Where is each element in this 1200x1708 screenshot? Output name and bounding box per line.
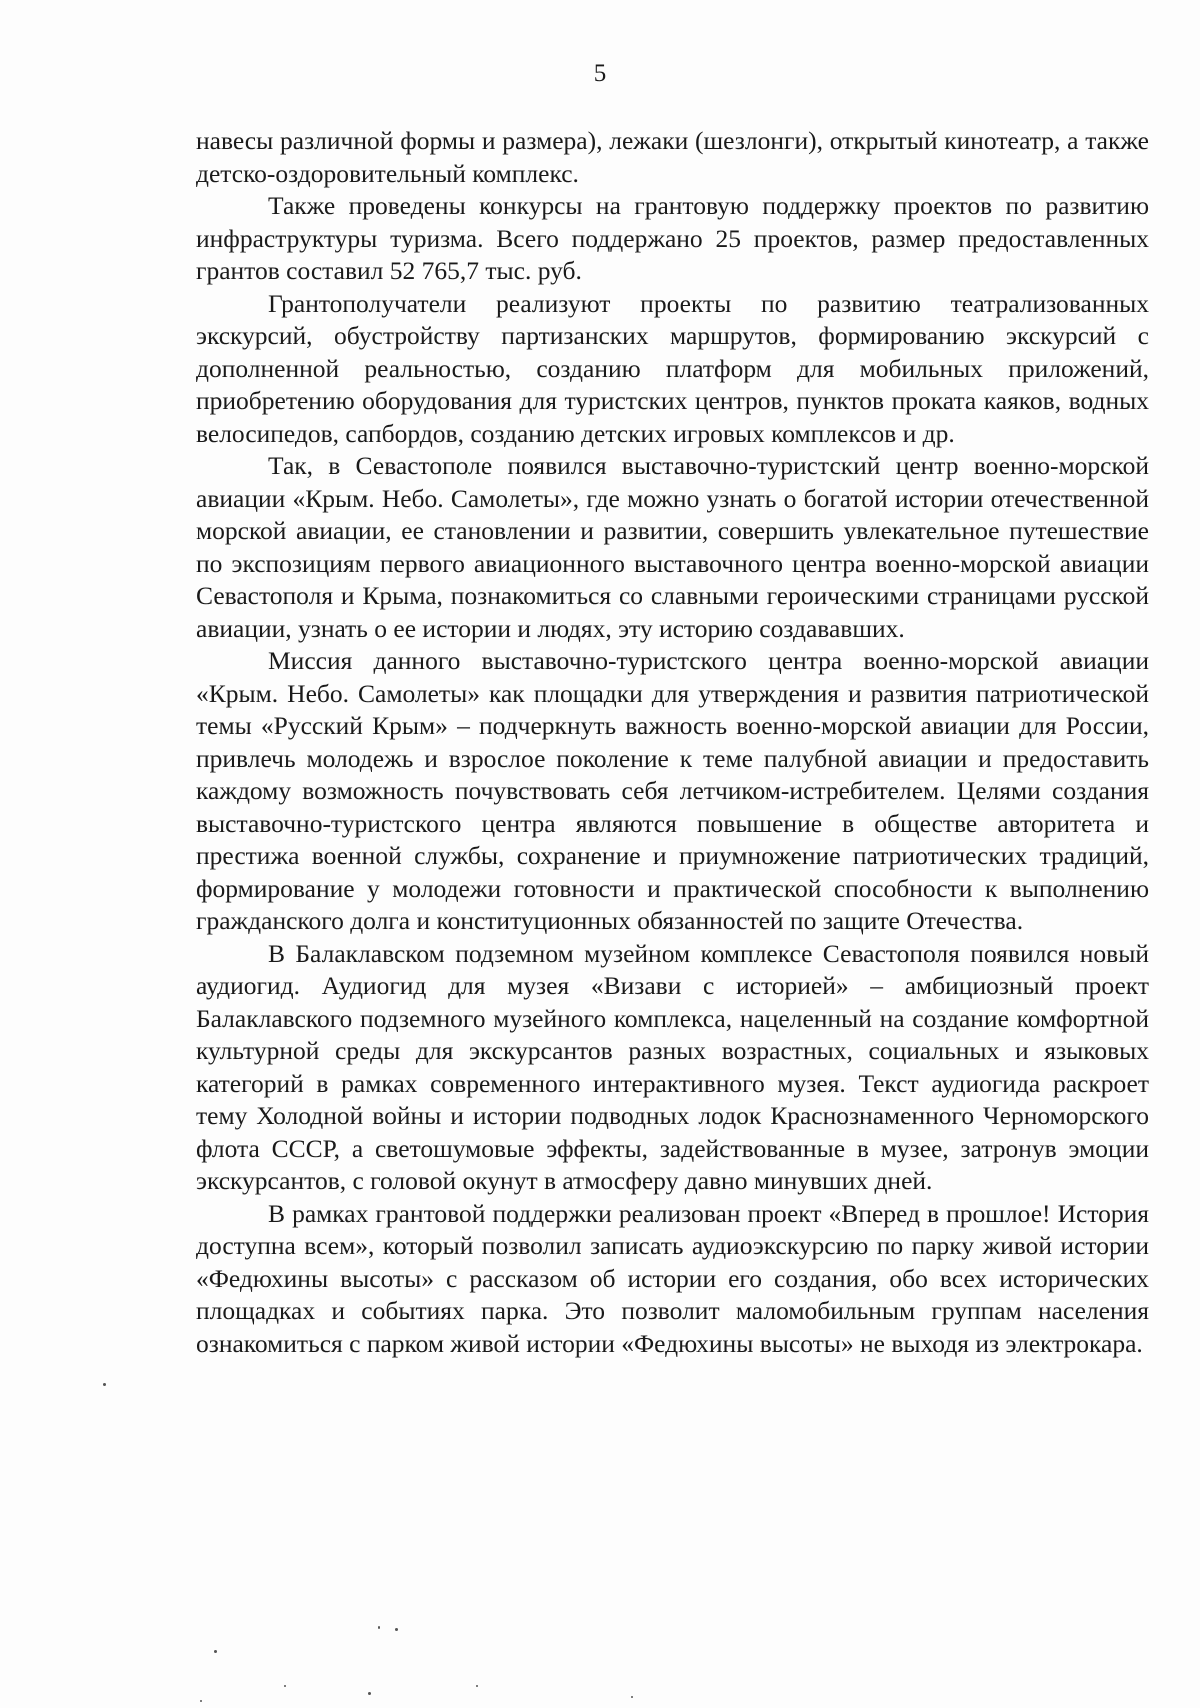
paragraph-audioguide: В Балаклавском подземном музейном комплексе Севастополя появился новый аудиогид. Аудиогид для музея «Визави с историей» – амбициозный проект Балаклавского подземного музейного комплекса, нацеленный на создание комфортной культурной среды для экскурсантов разных возрастных, социальных и языковых категорий в рамках современного интерактивного музея. Текст аудиогида раскроет тему Холодной войны и истории подводных лодок Краснознаменного Черноморского флота СССР, а светошумовые эффекты, задействованные в музее, затронув эмоции экскурсантов, с головой окунут в атмосферу давно минувших дней. <box>196 938 1149 1195</box>
scan-speck <box>200 1700 202 1702</box>
scan-speck <box>103 1383 106 1386</box>
scan-speck <box>631 1696 633 1698</box>
page-number: 5 <box>593 60 607 87</box>
paragraph-continuation: навесы различной формы и размера), лежаки (шезлонги), открытый кинотеатр, а также детско-оздоровительный комплекс. <box>196 126 1149 188</box>
paragraph-grant-recipients: Грантополучатели реализуют проекты по развитию театрализованных экскурсий, обустройству партизанских маршрутов, формированию экскурсий с дополненной реальностью, созданию платформ для мобильных приложений, приобретению оборудования для туристских центров, пунктов проката каяков, водных велосипедов, сапбордов, созданию детских игровых комплексов и др. <box>196 288 1149 448</box>
scan-speck <box>214 1650 217 1653</box>
paragraph-aviation-center: Так, в Севастополе появился выставочно-туристский центр военно-морской авиации «Крым. Небо. Самолеты», где можно узнать о богатой истории отечественной морской авиации, ее становлении и развитии, совершить увлекательное путешествие по экспозициям первого авиационного выставочного центра военно-морской авиации Севастополя и Крыма, познакомиться со славными героическими страницами русской авиации, узнать о ее истории и людях, эту историю создававших. <box>196 451 1149 643</box>
scan-speck <box>395 1628 398 1631</box>
paragraph-grant-project: В рамках грантовой поддержки реализован проект «Вперед в прошлое! История доступна всем», который позволил записать аудиоэкскурсию по парку живой истории «Федюхины высоты» с рассказом об истории его создания, обо всех исторических площадках и событиях парка. Это позволит маломобильным группам населения ознакомиться с парком живой истории «Федюхины высоты» не выходя из электрокара. <box>196 1198 1149 1358</box>
scan-speck <box>476 1685 478 1687</box>
paragraph-center-mission: Миссия данного выставочно-туристского центра военно-морской авиации «Крым. Небо. Самолеты» как площадки для утверждения и развития патриотической темы «Русский Крым» – подчеркнуть важность военно-морской авиации для России, привлечь молодежь и взрослое поколение к теме палубной авиации и предоставить каждому возможность почувствовать себя летчиком-истребителем. Целями создания выставочно-туристского центра являются повышение в обществе авторитета и престижа военной службы, сохранение и приумножение патриотических традиций, формирование у молодежи готовности и практической способности к выполнению гражданского долга и конституционных обязанностей по защите Отечества. <box>196 646 1149 935</box>
document-body <box>196 125 1149 1360</box>
scan-speck <box>378 1626 380 1629</box>
scan-speck <box>284 1685 286 1687</box>
scan-speck <box>368 1692 371 1695</box>
paragraph-grants: Также проведены конкурсы на грантовую поддержку проектов по развитию инфраструктуры туризма. Всего поддержано 25 проектов, размер предоставленных грантов составил 52 765,7 тыс. руб. <box>196 191 1149 285</box>
